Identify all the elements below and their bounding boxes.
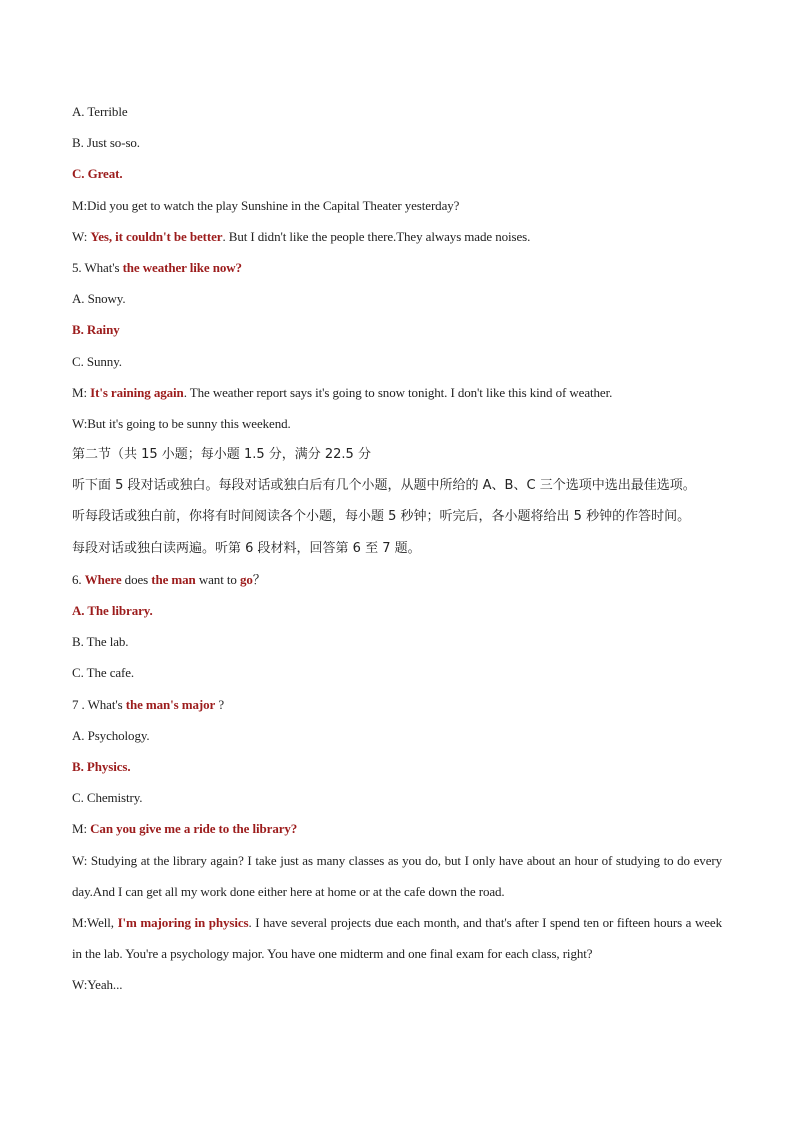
section2-instruction-1: 听下面 5 段对话或独白。每段对话或独白后有几个小题，从题中所给的 A、B、C 三个选项中选出最佳选项。 [72,478,696,494]
q7-option-c: C. Chemistry. [72,790,143,806]
speaker-prefix: M: [72,821,91,837]
speaker-prefix: M: [72,384,91,400]
answer-highlight: I'm majoring in physics [117,914,249,930]
question-text: 5. What's [72,259,123,275]
q5-option-c: C. Sunny. [72,353,122,369]
q5-option-b-answer: B. Rainy [72,322,120,338]
q4-option-a: A. Terrible [72,104,128,119]
question-text: does [121,571,152,587]
answer-highlight: It's raining again [90,384,184,400]
question-keyword: go [239,571,253,587]
q4-option-b: B. Just so-so. [72,135,140,151]
speaker-prefix: W: [72,228,91,244]
dialog3-woman-1: W: Studying at the library again? I take just as many classes as you do, but I only have about an hour of studying to do every day.And I can get all my work done either here at home or at the cafe down the road. [72,852,722,899]
section2-instruction-2: 听每段话或独白前，你将有时间阅读各个小题，每小题 5 秒钟；听完后，各小题将给出 5 秒钟的作答时间。 [72,509,691,525]
q5-dialog-man [72,377,722,408]
dialog3-man-1 [72,813,722,844]
question-text: ？ [252,571,266,587]
dialog-text: . The weather report says it's going to snow tonight. I don't like this kind of weather. [183,384,613,400]
q6-option-b: B. The lab. [72,634,129,650]
question-text: 7 . What's [72,696,126,712]
q4-dialog-woman [72,221,722,252]
q6-question [72,564,722,595]
q6-option-c: C. The cafe. [72,665,135,681]
section2-title: 第二节（共 15 小题；每小题 1.5 分，满分 22.5 分 [72,447,371,463]
question-keyword: the weather like now? [122,259,242,275]
question-text: ? [215,696,225,712]
q7-question [72,689,722,720]
q5-option-a: A. Snowy. [72,291,126,307]
q4-option-c-answer: C. Great. [72,166,123,182]
section2-instruction-3: 每段对话或独白读两遍。听第 6 段材料，回答第 6 至 7 题。 [72,540,421,556]
dialog3-woman-2: W:Yeah... [72,977,123,993]
question-keyword: the man [151,571,196,587]
document-page [72,96,722,1001]
dialog3-man-2 [72,907,722,969]
q7-option-b-answer: B. Physics. [72,758,131,774]
question-text: want to [195,571,240,587]
question-keyword: Where [84,571,122,587]
q5-question [72,252,722,283]
answer-highlight: Can you give me a ride to the library? [90,821,298,837]
speaker-prefix: M:Well, [72,914,118,930]
dialog-text: . I have several projects due each month, and that's after I spend ten or fifteen hours a week in the lab. You're a psychology major. You have one midterm and one final exam for each class, right? [72,914,723,962]
question-number: 6. [72,571,85,587]
q4-dialog-man: M:Did you get to watch the play Sunshine in the Capital Theater yesterday? [72,197,460,213]
dialog-text: . But I didn't like the people there.They always made noises. [222,228,531,244]
q5-dialog-woman: W:But it's going to be sunny this weekend. [72,415,291,431]
question-keyword: the man's major [125,696,216,712]
q6-option-a-answer: A. The library. [72,603,153,618]
q7-option-a: A. Psychology. [72,727,150,743]
answer-highlight: Yes, it couldn't be better [90,228,223,244]
